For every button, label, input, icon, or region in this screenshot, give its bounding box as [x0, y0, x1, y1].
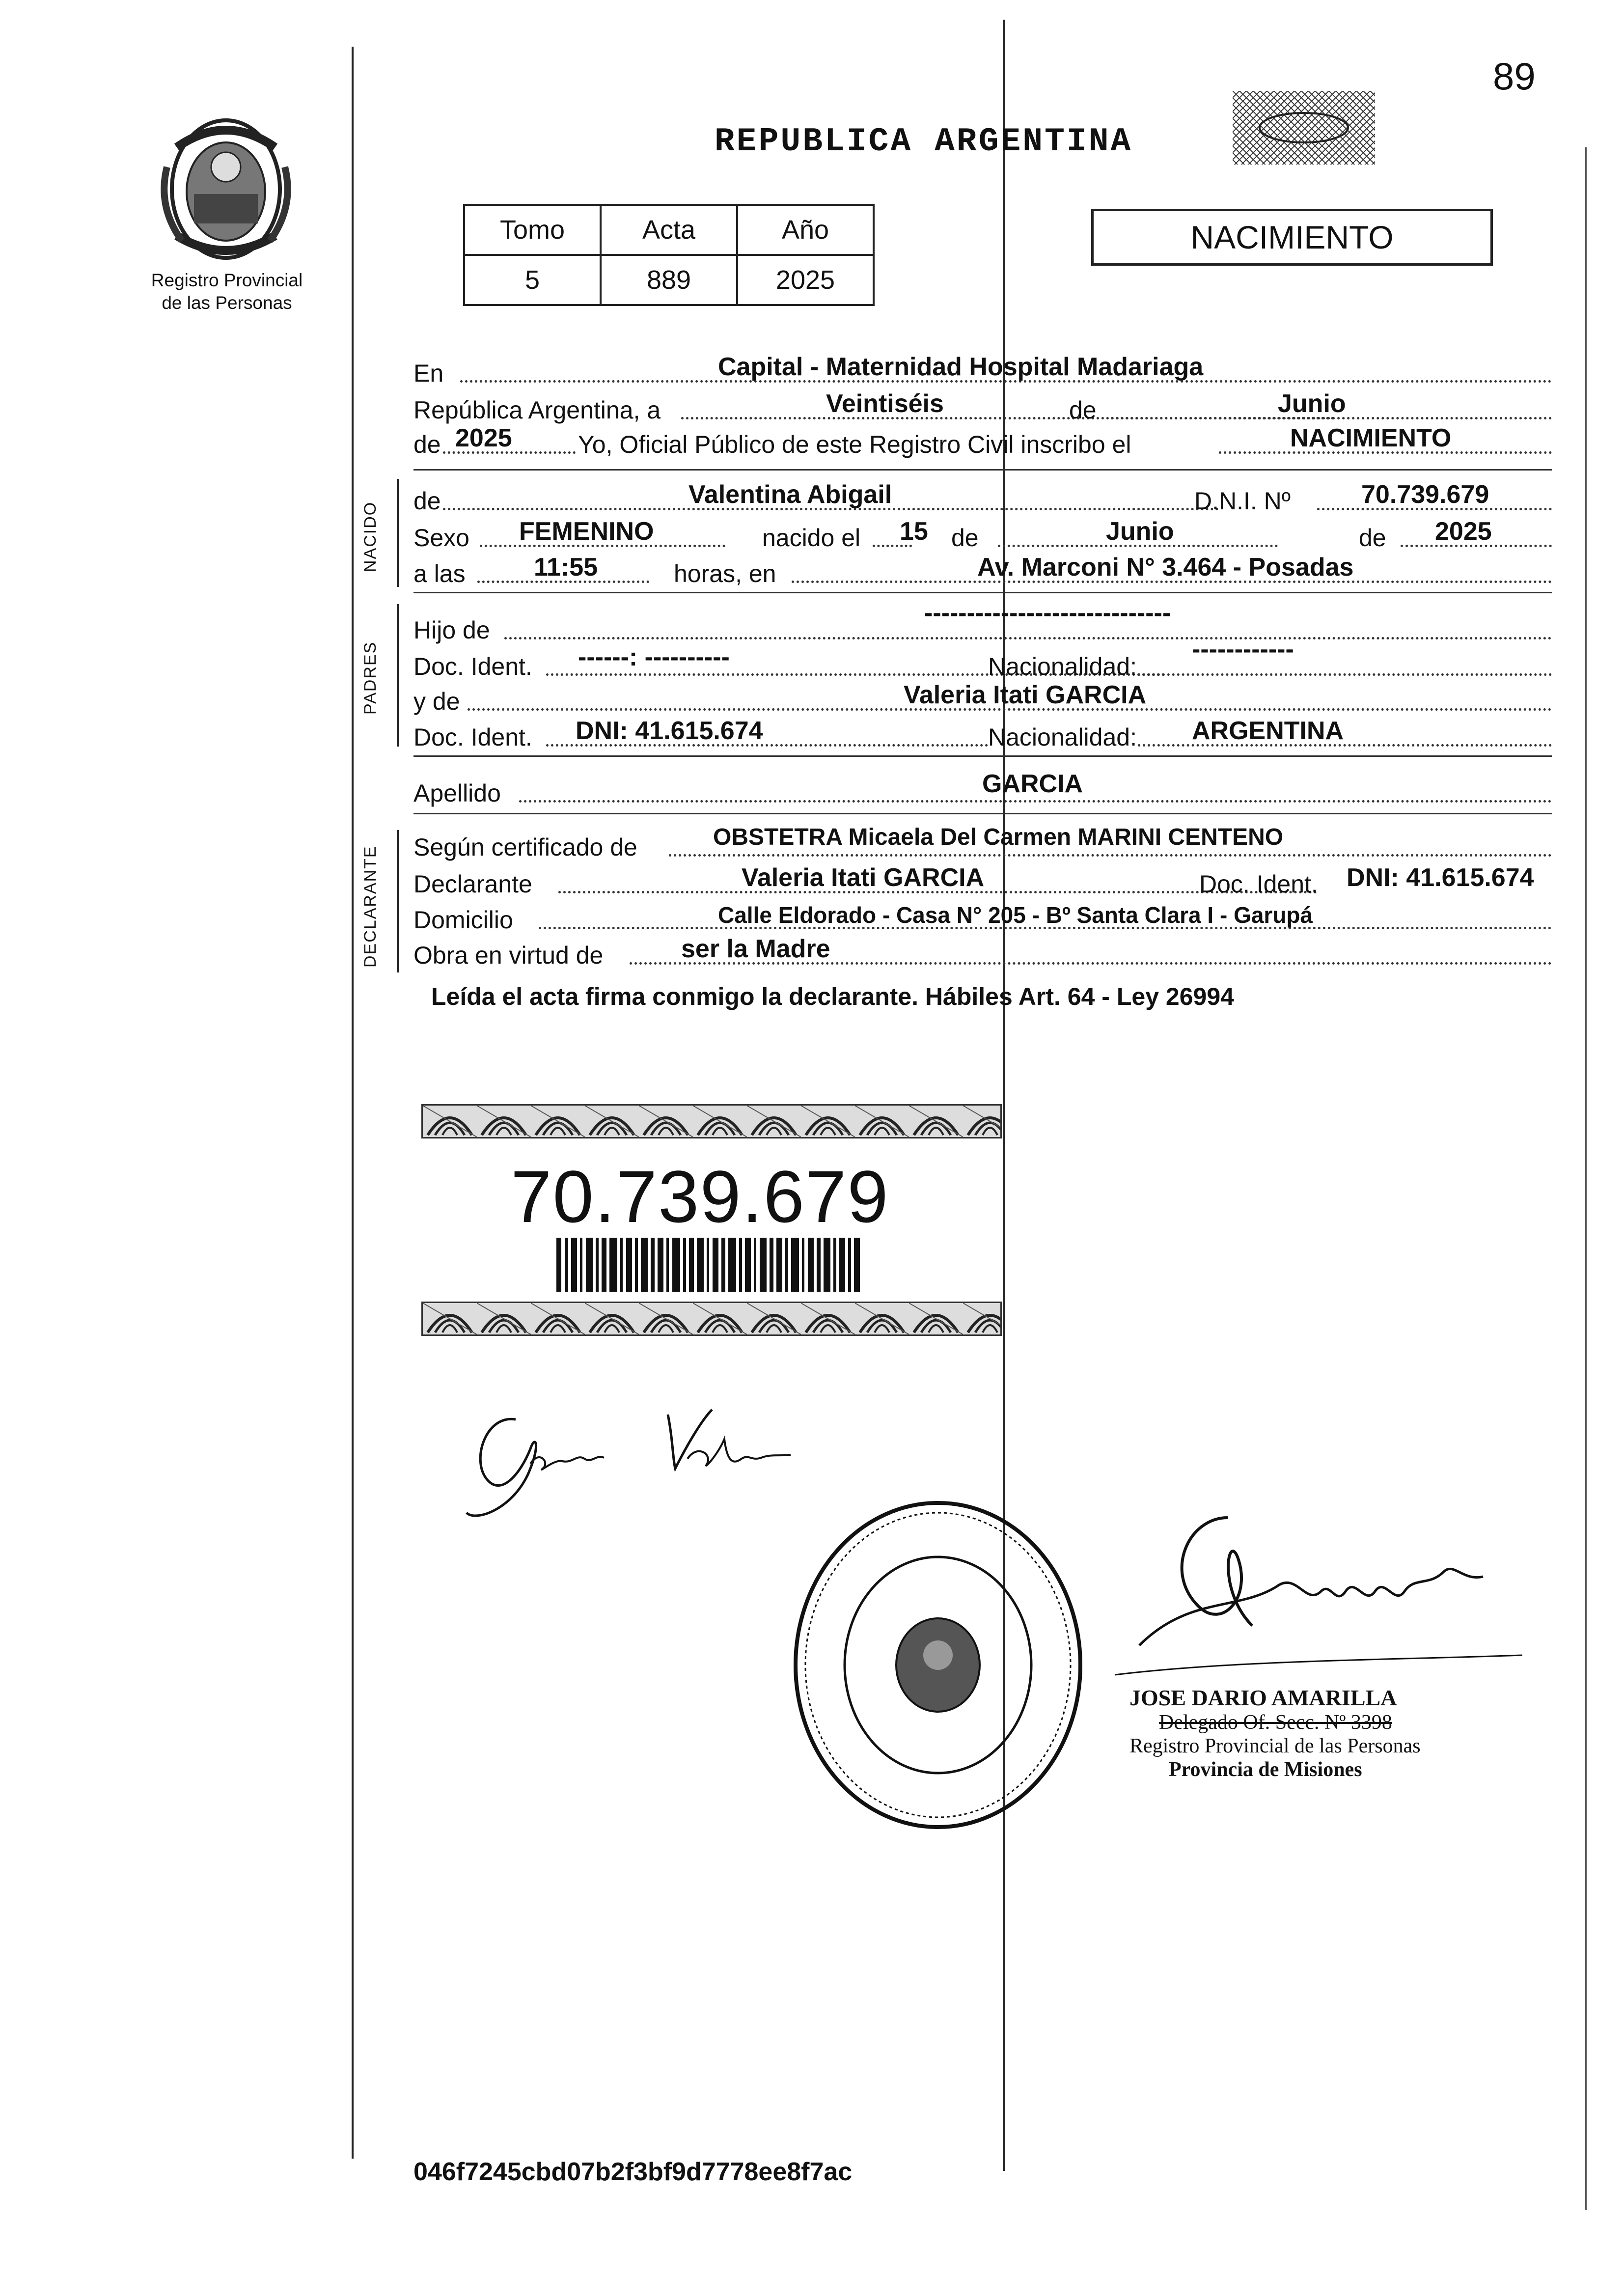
center-fold-line [1003, 20, 1005, 2171]
birth-year-value: 2025 [1435, 517, 1492, 546]
padres-section-label: PADRES [361, 641, 380, 715]
dni-value: 70.739.679 [1361, 480, 1489, 509]
document-hash: 046f7245cbd07b2f3bf9d7778ee8f7ac [413, 2158, 853, 2186]
dotted-line [1138, 673, 1552, 676]
doc2-value: DNI: 41.615.674 [576, 717, 763, 745]
official-org: Registro Provincial de las Personas [1129, 1735, 1421, 1757]
doc2-label: Doc. Ident. [413, 723, 532, 751]
obra-label: Obra en virtud de [413, 942, 604, 969]
de-label: de [1069, 396, 1097, 424]
row-nacido-sex [413, 517, 1552, 552]
birth-place-value: Av. Marconi N° 3.464 - Posadas [977, 553, 1354, 582]
tomo-header: Tomo [464, 205, 601, 255]
nac2-value: ARGENTINA [1192, 717, 1344, 745]
section-divider [413, 813, 1552, 814]
row-doc1 [413, 635, 1552, 681]
official-province: Provincia de Misiones [1169, 1758, 1362, 1781]
en-label: En [413, 360, 444, 387]
doc1-value: ------: ---------- [578, 643, 730, 671]
republica-label: República Argentina, a [413, 396, 661, 424]
misiones-crest-logo [147, 108, 304, 275]
nacido-label: nacido el [762, 524, 861, 552]
nacido-section-label: NACIDO [361, 501, 380, 572]
row-nacido-time [413, 553, 1552, 588]
nac1-value: ------------ [1192, 635, 1294, 664]
obra-value: ser la Madre [681, 935, 830, 963]
place-value: Capital - Maternidad Hospital Madariaga [718, 353, 1204, 381]
dom-value: Calle Eldorado - Casa N° 205 - Bº Santa Clara I - Garupá [718, 902, 1313, 928]
apellido-value: GARCIA [982, 770, 1083, 798]
row-domicilio [413, 903, 1552, 934]
row-inscribo [413, 424, 1552, 459]
sexo-value: FEMENINO [519, 517, 654, 546]
acta-header: Acta [601, 205, 737, 255]
barcode-image [556, 1238, 861, 1292]
declarante-bracket [397, 830, 399, 972]
cert-label: Según certificado de [413, 833, 637, 861]
nac2-label: Nacionalidad: [988, 723, 1137, 751]
official-seal [781, 1493, 1085, 1837]
anio-value: 2025 [737, 255, 874, 305]
registry-caption-line2: de las Personas [162, 293, 292, 313]
de-label: de [413, 487, 441, 515]
dotted-line [504, 637, 1552, 639]
inscribo-label: Yo, Oficial Público de este Registro Civil inscribo el [578, 431, 1131, 458]
row-certificado [413, 824, 1552, 861]
tomo-value: 5 [464, 255, 601, 305]
row-declarante [413, 863, 1552, 898]
row-hijo [413, 599, 1552, 644]
month-value: Junio [1278, 389, 1346, 418]
section-divider [413, 592, 1552, 593]
dotted-line [519, 800, 1552, 803]
alas-label: a las [413, 560, 466, 587]
birth-time-value: 11:55 [534, 553, 598, 582]
left-margin-line [352, 47, 354, 2159]
hijo-label: Hijo de [413, 616, 490, 644]
child-name-value: Valentina Abigail [688, 480, 892, 509]
cert-value: OBSTETRA Micaela Del Carmen MARINI CENTENO [713, 824, 1284, 850]
apellido-label: Apellido [413, 779, 501, 807]
official-name: JOSE DARIO AMARILLA [1129, 1685, 1397, 1710]
section-divider [413, 755, 1552, 757]
dni-label: D.N.I. Nº [1194, 487, 1291, 515]
row-nacido-name [413, 480, 1552, 515]
right-margin-line [1585, 147, 1587, 2210]
page-number: 89 [1493, 55, 1536, 98]
dotted-line [669, 854, 1552, 857]
birth-month-value: Junio [1106, 517, 1174, 546]
row-republica [413, 389, 1552, 424]
padres-bracket [397, 604, 399, 747]
row-obra [413, 935, 1552, 970]
row-doc2 [413, 717, 1552, 751]
security-pattern-band-bottom [421, 1302, 1002, 1336]
page-title: REPUBLICA ARGENTINA [715, 123, 1133, 161]
decl-doc-value: DNI: 41.615.674 [1347, 863, 1534, 892]
official-stamp-text [1129, 1685, 1421, 1781]
declarante-section-label: DECLARANTE [361, 845, 380, 968]
row-en [413, 353, 1552, 388]
nacido-bracket [397, 479, 399, 587]
record-type-box: NACIMIENTO [1091, 209, 1493, 266]
day-value: Veintiséis [826, 389, 944, 418]
official-signature [1090, 1498, 1532, 1685]
row-apellido [413, 770, 1552, 807]
mother-value: Valeria Itati GARCIA [904, 681, 1147, 709]
inscribo-value: NACIMIENTO [1290, 424, 1452, 452]
official-role: Delegado Of. Secc. Nº 3398 [1159, 1711, 1392, 1734]
acta-value: 889 [601, 255, 737, 305]
dom-label: Domicilio [413, 906, 513, 934]
birth-day-value: 15 [900, 517, 928, 546]
year-value: 2025 [455, 424, 512, 452]
anio-header: Año [737, 205, 874, 255]
father-value: ----------------------------- [924, 599, 1171, 627]
security-hologram [1233, 91, 1375, 165]
registry-caption-line1: Registro Provincial [151, 270, 303, 290]
de-label-3: de [1359, 524, 1386, 552]
decl-doc-label: Doc. Ident. [1199, 870, 1318, 898]
row-mother [413, 681, 1552, 716]
year-prefix-label: de [413, 431, 441, 458]
sexo-label: Sexo [413, 524, 469, 552]
registry-caption [129, 269, 325, 314]
section-divider [413, 469, 1552, 471]
doc1-label: Doc. Ident. [413, 653, 532, 680]
de-label-2: de [951, 524, 979, 552]
decl-value: Valeria Itati GARCIA [742, 863, 985, 892]
decl-label: Declarante [413, 870, 532, 898]
nac1-label: Nacionalidad: [988, 653, 1137, 680]
yde-label: y de [413, 688, 460, 715]
reference-table [463, 204, 875, 306]
legal-text: Leída el acta firma conmigo la declarante. Hábiles Art. 64 - Ley 26994 [431, 983, 1234, 1010]
horas-label: horas, en [674, 560, 776, 587]
barcode-number: 70.739.679 [511, 1155, 889, 1238]
security-pattern-band-top [421, 1104, 1002, 1138]
